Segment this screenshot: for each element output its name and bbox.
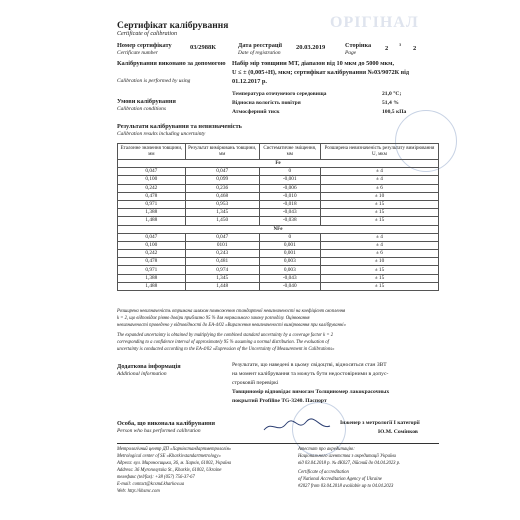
page-of: з [399,42,402,48]
table-row [118,282,439,290]
table-cell: ± 15 [320,209,438,217]
document-subtitle: Certificate of calibration [117,31,177,37]
registration-date-label-en: Date of registration [238,50,281,56]
table-cell: ± 10 [320,192,438,200]
table-cell: 1,448 [185,282,259,290]
table-row [118,233,439,241]
table-cell: 0,100 [118,176,186,184]
condition-value-3: 100,5 кПа [382,109,407,115]
table-cell: 1,450 [185,217,259,225]
table-cell: 0,047 [185,233,259,241]
additional-info-line4: Товщиномір відповідає вимогам Толщиномер лакокрасочных [232,389,390,395]
table-cell: 0,236 [185,184,259,192]
registration-date-label: Дата реєстрації [238,42,282,49]
table-cell: -0,038 [259,217,320,225]
table-cell: ± 6 [320,250,438,258]
table-cell: 0,242 [118,250,186,258]
table-row [118,200,439,208]
table-row [118,176,439,184]
table-cell: ± 15 [320,274,438,282]
footer-right-3: від 03.04.2018 р. № 4К027, дійсний до 04.04.2023 р. [298,461,401,466]
table-cell: 1,388 [118,209,186,217]
table-cell: 0,047 [118,233,186,241]
additional-info-label: Додаткова інформація [117,363,181,370]
table-cell: -0,010 [259,192,320,200]
signature-label: Особа, що виконала калібрування [117,420,216,427]
signature-label-en: Person who has performed calibration [117,428,201,434]
page-label-en: Page [345,50,357,56]
performed-label: Калібрування виконано за допомогою [117,60,226,67]
table-row [118,250,439,258]
table-row [118,217,439,225]
table-cell: ± 10 [320,258,438,266]
table-cell: ± 6 [320,184,438,192]
additional-info-label-en: Additional information [117,371,167,377]
table-cell: -0,018 [259,200,320,208]
footer-right-4: Certificate of accreditation [298,470,349,475]
table-cell: -0,001 [259,176,320,184]
table-cell: 0 [259,233,320,241]
table-row [118,209,439,217]
registration-date: 20.03.2019 [296,44,326,51]
uncertainty-note-ua-2: k = 2, що відповідає рівню довіри приблизно 95 % для нормального закону розподілу. Оцінювання [117,316,310,321]
table-cell: ± 15 [320,200,438,208]
table-row [118,241,439,249]
table-cell: 0,003 [259,258,320,266]
table-cell: 0,953 [185,200,259,208]
cert-number-label: Номер сертифікату [117,42,172,49]
table-cell: 0,974 [185,266,259,274]
table-cell: 0,099 [185,176,259,184]
table-row [118,258,439,266]
performed-value-line2: U ≤ ± (0,005+Н), мкм; сертифікат калібрування №03/9072К від [232,69,410,76]
footer-left-1: Метрологічний центр ДП «Харківстандартметрологія» [117,447,232,452]
footer-left-3: Адреса: вул. Мироносицька, 36, м. Харків, 61002, Україна [117,461,232,466]
additional-info-line3: строковій перевіркі [232,380,279,386]
results-heading: Результати калібрування та невизначеність [117,123,242,130]
table-cell: ± 15 [320,217,438,225]
uncertainty-note-ua-3: невизначеності проведено у відповідності до EA-4/02 «Вираження невизначеності вимірювання при калібруванні» [117,323,346,328]
footer-left-6: E-mail: contact@kcsmd.kharkov.ua [117,482,185,487]
page-total: 2 [413,45,417,52]
table-cell: 0,001 [259,241,320,249]
condition-name-2: Відносна вологість повітря [232,100,301,106]
table-row [118,192,439,200]
document-title: Сертифікат калібрування [117,21,229,31]
section-label: Fe [118,160,439,168]
table-cell: 0 [259,168,320,176]
table-cell: 0,971 [118,266,186,274]
table-cell: 1,488 [118,282,186,290]
watermark-text: ОРІГІНАЛ [330,14,419,31]
table-cell: -0,043 [259,274,320,282]
additional-info-line5: покрытий Profiline TG-3240. Паспорт [232,398,327,404]
footer-divider [117,443,439,444]
table-cell: 1,345 [185,209,259,217]
table-cell: 1,388 [118,274,186,282]
table-row [118,184,439,192]
table-cell: 0,242 [118,184,186,192]
table-cell: 0,100 [118,241,186,249]
footer-right-5: of National Accreditation Agency of Ukraine [298,477,382,482]
table-cell: 0,468 [185,192,259,200]
section-label: NFe [118,225,439,233]
uncertainty-note-en-3: uncertainty is conducted according to the EA-4/02 «Expression of the Uncertainty of Measurement in Calibrations» [117,347,335,352]
performed-value-line3: 01.12.2017 р. [232,78,267,85]
table-cell: ± 4 [320,168,438,176]
performed-value-line1: Набір мір товщини МТ, діапазон від 10 мкм до 5000 мкм, [232,60,395,67]
cert-number-label-en: Certificate number [117,50,158,56]
table-cell: 0101 [185,241,259,249]
condition-name-1: Температура оточуючого середовища [232,91,327,97]
table-cell: 1,488 [118,217,186,225]
table-row [118,168,439,176]
table-cell: 0,047 [118,168,186,176]
additional-info-line2: на момент калібрування та можуть бути недостовірними в допус- [232,371,389,377]
signature-role: Інженер з метрології І категорії [340,420,420,426]
additional-info-line1: Результати, що наведені в цьому свідоцтві, відносяться стан ЗВТ [232,362,387,368]
footer-right-1: Атестат про акредитацію: [298,447,355,452]
section-row [118,160,439,168]
table-header-row [118,144,439,160]
table-row [118,266,439,274]
conditions-label-en: Calibration conditions [117,106,166,112]
table-cell: ± 15 [320,266,438,274]
table-cell: 1,345 [185,274,259,282]
footer-right-6: #2027 from 03.04.2018 available up to 04.04.2023 [298,484,394,489]
table-cell: 0,001 [259,250,320,258]
table-cell: 0,481 [185,258,259,266]
uncertainty-note-en-2: corresponding to a confidence interval of approximately 95 % assuming a normal distribution. The evaluation of [117,340,329,345]
table-cell: ± 4 [320,233,438,241]
performed-label-en: Calibration is performed by using [117,78,191,84]
table-cell: -0,040 [259,282,320,290]
table-cell: 0,478 [118,258,186,266]
page-number: 2 [385,45,389,52]
page-label: Сторінка [345,42,372,49]
signature-mark [262,416,332,436]
conditions-label: Умови калібрування [117,98,176,105]
footer-left-4: Address: 36 Myronosytska St., Kharkiv, 61002, Ukraine [117,468,222,473]
table-cell: ± 4 [320,176,438,184]
condition-value-2: 51,4 % [382,100,399,106]
table-row [118,274,439,282]
footer-right-2: Національного агентства з акредитації України [298,454,396,459]
footer-left-5: телефакс (tel/fax): +38 (057) 756-37-67 [117,475,195,480]
column-header: Результат вимірювань товщини, мм [185,144,259,160]
condition-name-3: Атмосферний тиск [232,109,280,115]
table-cell: -0,043 [259,209,320,217]
table-cell: 0,478 [118,192,186,200]
column-header: Розширена невизначеність результату вимірювання U, мкм [320,144,438,160]
column-header: Еталонне значення товщини, мм [118,144,186,160]
section-row [118,225,439,233]
table-cell: 0,003 [259,266,320,274]
signature-name: Ю.М. Сомінков [378,429,418,435]
table-cell: -0,006 [259,184,320,192]
column-header: Систематичне зміщення, мм [259,144,320,160]
calibration-results-table [117,143,439,291]
table-cell: 0,971 [118,200,186,208]
uncertainty-note-ua-1: Розширена невизначеність отримана шляхом помноження стандартної невизначеності на коефіцієнт охоплення [117,309,346,314]
footer-left-7: Web: http://khsmc.com [117,489,160,494]
table-cell: 0,047 [185,168,259,176]
footer-left-2: Metrological center of SE «Kharkivstandartmetrology» [117,454,221,459]
condition-value-1: 21,0 °С; [382,91,402,97]
table-cell: ± 4 [320,241,438,249]
cert-number: 03/2988К [190,44,217,51]
table-cell: 0,243 [185,250,259,258]
results-heading-en: Calibration results including uncertainty [117,131,206,137]
uncertainty-note-en-1: The expanded uncertainty is obtained by multiplying the combined standard uncertainty by a coverage factor k = 2 [117,333,334,338]
table-cell: ± 15 [320,282,438,290]
